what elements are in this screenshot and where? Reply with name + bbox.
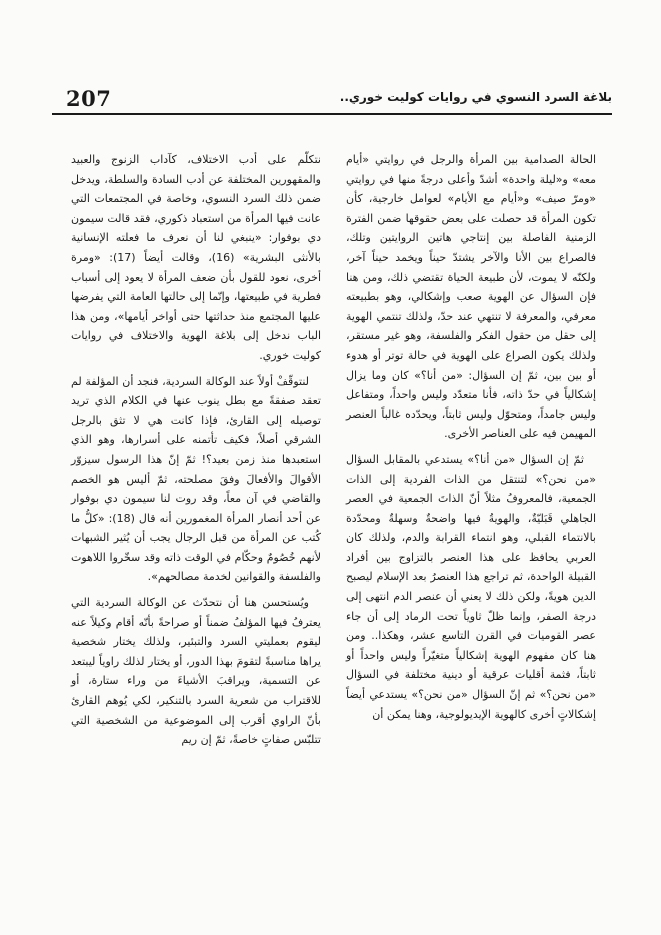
paragraph: ويُستحسن هنا أن نتحدّث عن الوكالة السردية التي يعترفُ فيها المؤلفُ ضمناً أو صراحةً بأنّه أقام وكيلاً عنه ليقوم بعمليتي السرد والتبئير، ولذلك يختار شخصية يراها مناسبةً لتقومَ بهذا الدور، أو يختار لذلك راوياً ليبتعد عن التسمية، ويراقبَ الأشياءَ من وراء ستارة، أو للاقتراب من شعرية السرد بالتنكير، لكي يُوهم القارئ بأنّ الراوي أقرب إلى الموضوعية من الشخصية التي تتلبّس صفاتٍ خاصةً، ثمّ إن ريم: [71, 596, 321, 747]
paragraph: لنتوقّفْ أولاً عند الوكالة السردية، فنجد أن المؤلفة لم تعقد صفقةً مع بطل ينوب عنها في الكلام الذي تريد توصيله إلى القارئ، فإذا كانت هي لا تثق بالرجل الشرقي أصلاً، فكيف تأتمنه على أسرارها، وهو الذي استعبدها منذ زمن بعيد؟! ثمّ إنّ هذا الرسول سيزوّر الأقوالَ والأفعالَ وفقَ مصلحته، ثمّ أليس هو الخصم والقاضي في آن معاً، وقد روت لنا سيمون دي بوفوار عن أحد أنصار المرأة المغمورين أنه قال (18): «كلُّ ما كُتب عن المرأة من قبل الرجال يجب أن يُثير الشبهات لأنهم خُصُومٌ وحكّام في الوقت ذاته وقد سخّروا اللاهوت والفلسفة والقوانين لخدمة مصالحهم».: [71, 374, 321, 584]
header-rule: [52, 113, 612, 115]
paragraph: نتكلّم على أدب الاختلاف، كآداب الزنوج والعبيد والمقهورين المختلفة عن أدب السادة والسلطة، ويدخل ضمن ذلك السرد النسوي، وخاصة في المجتمعات التي عانت فيها المرأة من استعباد ذكوري، فقد قالت سيمون دي بوفوار: «ينبغي لنا أن نعرف ما فعلته الإنسانية بالأنثى البشرية» (16)، وقالت أيضاً (17): «ومرة أخرى، نعود للقول بأن ضعف المرأة لا يعود إلى أسباب فطرية في طبيعتها، وإنّما إلى حالتها العامة التي يفرضها عليها المجتمع منذ حداثتها حتى أواخر أيامها»، ومن هذا الباب ندخل إلى بلاغة الهوية والاختلاف في روايات كوليت خوري.: [71, 153, 321, 362]
text-column-left: [71, 150, 321, 756]
text-column-right: [346, 150, 596, 730]
page-number: 207: [66, 86, 112, 111]
paragraph: ثمّ إن السؤال «من أنا؟» يستدعي بالمقابل السؤال «من نحن؟» لتنتقل من الذات الفردية إلى الذات الجمعية، فالمعروفُ مثلاً أنّ الذاتَ الجمعية في العصر الجاهلي قَبَليّةٌ، والهويةُ فيها واضحةٌ وسهلةٌ ومحدّدة بالانتماء القبلي، وهو انتماء القرابة والدم، ولذلك كان العربي يحافظ على هذا العنصر بالتزاوج بين أفراد القبيلة الواحدة، ثم تراجع هذا العنصرُ بعد الإسلام ليصبح الدين هويةً، ولكن ذلك لا يعني أن عنصر الدم انتهى إلى درجة الصفر، وإنما ظلّ ثاوياً تحت الرماد إلى أن جاء عصر القوميات في القرن التاسع عشر، وهكذا.. ومن هنا كان مفهوم الهوية إشكالياً متغيّراً وليس واحداً أو ثابتاً، فثمة أقليات عرقية أو دينية مختلفة في السؤال «من نحن؟» ثم إنّ السؤال «من نحن؟» يستدعي أيضاً إشكالاتٍ أخرى كالهوية الإيديولوجية، وهنا يمكن أن: [346, 452, 596, 721]
running-title: بلاغة السرد النسوي في روايات كوليت خوري..: [339, 90, 612, 104]
paragraph: الحالة الصدامية بين المرأة والرجل في روايتي «أيام معه» و«ليلة واحدة» أشدّ وأعلى درجةً منها في روايتي «ومرّ صيف» و«أيام مع الأيام» لعوامل خارجية، كأن تكون المرأة قد حصلت على بعض حقوقها ضمن الفترة الزمنية الفاصلة بين إنتاجي هاتين الروايتين وتلك، فالصراع بين الأنا والآخر يشتدّ حيناً ويخمد حيناً آخر، ولكنّه لا يموت، لأن طبيعة الحياة تقتضي ذلك، ومن هنا فإن السؤال عن الهوية صعب وإشكالي، وهو بطبيعته معرفي، والمعرفة لا تنتهي عند حدّ، ولذلك تنتمي الهوية إلى حقل من حقول الفكر والفلسفة، وهو غير مستقر، ولذلك يكون الصراع على الهوية في حالة توتر أو هدوء أو بين بين، ثمّ إن السؤال: «من أنا؟» كان وما يزال إشكالياً في حدّ ذاته، فأنا متعدّد وليس واحداً، ومتفاعل وليس جامداً، ومتحوّل وليس ثابتاً، ويحدّده غالباً العنصر المهيمن فيه على العناصر الأخرى.: [346, 153, 596, 441]
page-header: [52, 86, 612, 112]
